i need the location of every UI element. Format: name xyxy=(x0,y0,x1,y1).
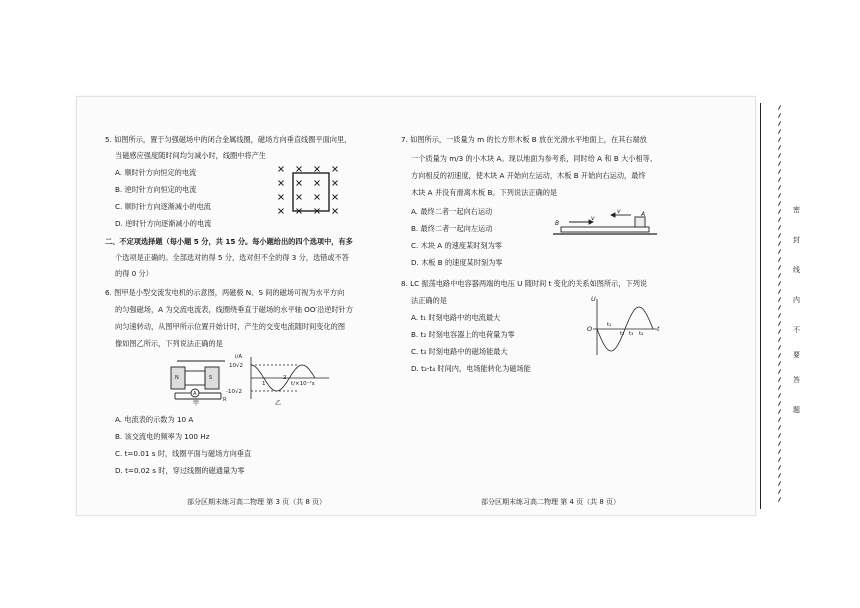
q8-line2: 法正确的是 xyxy=(411,296,447,305)
q7-fig-label-v-left: v xyxy=(617,208,621,215)
q6-graph-caption: 乙 xyxy=(275,400,282,407)
q8-graph-t1: t₁ xyxy=(607,322,612,328)
binding-dash xyxy=(778,209,781,214)
field-cross-mark xyxy=(279,181,284,186)
q7-option-c: C. 木块 A 的速度某时刻为零 xyxy=(411,241,502,250)
binding-dash xyxy=(778,153,781,158)
binding-dash xyxy=(778,233,781,238)
binding-label-char: 密 xyxy=(793,206,800,214)
binding-dash xyxy=(778,489,781,494)
binding-dash xyxy=(778,105,781,110)
field-cross-mark xyxy=(315,167,320,172)
q6-option-a: A. 电流表的示数为 10 A xyxy=(115,415,194,424)
svg-text:N: N xyxy=(175,375,179,381)
binding-dash xyxy=(778,169,781,174)
field-cross-mark xyxy=(333,167,338,172)
footer-left: 部分区期末练习高二物理 第 3 页（共 8 页） xyxy=(187,498,327,506)
q7-fig-label-b: B xyxy=(555,220,560,227)
binding-margin xyxy=(773,97,807,515)
q7-option-d: D. 木板 B 的速度某时刻为零 xyxy=(411,258,503,267)
q6-line2: 的匀强磁场，A 为交流电流表，线圈绕垂直于磁场的水平轴 OO′沿逆时针方 xyxy=(115,305,354,314)
q6-graph-ylabel: i/A xyxy=(235,354,243,360)
binding-label-char: 题 xyxy=(793,406,800,414)
q6-graph-ypos: 10√2 xyxy=(229,363,244,369)
binding-dash xyxy=(778,177,781,182)
binding-dash xyxy=(778,129,781,134)
section2-line3: 的得 0 分） xyxy=(115,269,153,278)
q7-line3: 方向相反的初速度，使木块 A 开始向左运动，木板 B 开始向右运动，最终 xyxy=(411,171,646,180)
q6-generator-figure xyxy=(165,355,235,403)
binding-dash xyxy=(778,457,781,462)
q8-line1: 8. LC 振荡电路中电容器两端的电压 U 随时间 t 变化的关系如图所示，下列说 xyxy=(401,279,648,288)
svg-text:S: S xyxy=(209,375,213,381)
binding-dash xyxy=(778,361,781,366)
q8-graph-t3: t₃ xyxy=(629,331,634,337)
binding-label-char: 答 xyxy=(793,376,800,384)
q6-fig-jia-caption: 甲 xyxy=(193,400,200,407)
q6-graph-xlabel: t/×10⁻²s xyxy=(291,381,315,387)
q5-option-a: A. 顺时针方向恒定的电流 xyxy=(115,168,197,177)
q8-option-d: D. t₃-t₄ 时间内，电场能转化为磁场能 xyxy=(411,364,531,373)
q6-graph-x1: 1 xyxy=(262,381,266,387)
binding-dash xyxy=(778,281,781,286)
binding-dash xyxy=(778,433,781,438)
q6-line3: 向匀速转动，从图甲所示位置开始计时，产生的交变电流随时间变化的图 xyxy=(115,322,346,331)
binding-dash xyxy=(778,497,781,502)
binding-dash-pattern xyxy=(773,97,787,515)
binding-dash xyxy=(778,241,781,246)
field-cross-mark xyxy=(333,181,338,186)
binding-dash xyxy=(778,313,781,318)
q7-option-a: A. 最终二者一起向右运动 xyxy=(411,207,493,216)
q6-graph-yneg: -10√2 xyxy=(226,389,242,395)
binding-dash xyxy=(778,449,781,454)
binding-dash xyxy=(778,137,781,142)
binding-label-char: 封 xyxy=(793,236,800,244)
field-cross-mark xyxy=(297,181,302,186)
q7-line2: 一个质量为 m/3 的小木块 A。现以地面为参考系，同时给 A 和 B 大小相等、 xyxy=(411,154,658,163)
q7-line4: 木块 A 并没有滑离木板 B。下列说法正确的是 xyxy=(411,188,558,197)
binding-dash xyxy=(778,185,781,190)
binding-dash xyxy=(778,385,781,390)
binding-label-char: 线 xyxy=(793,266,800,274)
binding-dash xyxy=(778,409,781,414)
binding-dash xyxy=(778,193,781,198)
binding-dash xyxy=(778,353,781,358)
q6-line1: 6. 图甲是小型交流发电机的示意图，两磁极 N、S 间的磁场可视为水平方向 xyxy=(105,288,345,297)
svg-text:A: A xyxy=(193,391,197,397)
q8-graph-t: t xyxy=(657,325,660,333)
binding-dash xyxy=(778,289,781,294)
q6-option-d: D. t=0.02 s 时，穿过线圈的磁通量为零 xyxy=(115,466,245,475)
binding-label-char: 要 xyxy=(793,351,800,359)
binding-dash xyxy=(778,273,781,278)
field-cross-mark xyxy=(279,167,284,172)
q7-option-b: B. 最终二者一起向左运动 xyxy=(411,224,493,233)
binding-dash xyxy=(778,257,781,262)
q7-fig-label-v-right: v xyxy=(591,215,595,222)
field-cross-mark xyxy=(297,167,302,172)
field-cross-mark xyxy=(333,195,338,200)
binding-dash xyxy=(778,265,781,270)
q5-field-figure xyxy=(273,165,351,225)
q7-line1: 7. 如图所示，一质量为 m 的长方形木板 B 放在光滑水平地面上，在其右端放 xyxy=(401,135,647,144)
binding-dash xyxy=(778,145,781,150)
binding-dash xyxy=(778,473,781,478)
q8-graph-o: O xyxy=(587,325,593,333)
binding-dash xyxy=(778,161,781,166)
q6-option-b: B. 该交流电的频率为 100 Hz xyxy=(115,432,210,441)
section2-line1: 二、不定项选择题（每小题 5 分，共 15 分。每小题给出的四个选项中，有多 xyxy=(105,237,353,246)
q8-option-c: C. t₃ 时刻电路中的磁场能最大 xyxy=(411,347,508,356)
q6-line4: 像如图乙所示，下列说法正确的是 xyxy=(115,339,223,348)
binding-dash xyxy=(778,217,781,222)
q8-voltage-graph xyxy=(589,297,659,357)
q5-option-b: B. 逆时针方向恒定的电流 xyxy=(115,185,197,194)
section2-line2: 个选项是正确的。全部选对的得 5 分，选对但不全的得 3 分，选错或不答 xyxy=(115,253,349,262)
q8-graph-t4: t₄ xyxy=(639,331,644,337)
binding-dash xyxy=(778,113,781,118)
binding-dash xyxy=(778,393,781,398)
field-cross-mark xyxy=(315,195,320,200)
binding-label-char: 内 xyxy=(793,296,800,304)
field-cross-mark xyxy=(297,195,302,200)
field-cross-mark xyxy=(279,195,284,200)
binding-dash xyxy=(778,225,781,230)
q7-fig-label-a: A xyxy=(641,211,646,218)
binding-dash xyxy=(778,465,781,470)
binding-dash xyxy=(778,121,781,126)
binding-label-char: 不 xyxy=(793,326,800,334)
q5-stem-line2: 当磁感应强度随时间均匀减小时，线圈中将产生 xyxy=(115,151,266,160)
q8-graph-t2: t₂ xyxy=(620,331,625,337)
svg-text:R: R xyxy=(223,397,227,403)
q6-option-c: C. t=0.01 s 时，线圈平面与磁场方向垂直 xyxy=(115,449,252,458)
binding-dash xyxy=(778,297,781,302)
exam-sheet xyxy=(76,96,800,516)
field-cross-mark xyxy=(279,209,284,214)
binding-dash xyxy=(778,377,781,382)
field-cross-mark xyxy=(315,181,320,186)
binding-dash xyxy=(778,441,781,446)
binding-dash xyxy=(778,369,781,374)
binding-dash xyxy=(778,417,781,422)
q8-graph-u: U xyxy=(591,295,596,303)
q5-option-c: C. 顺时针方向逐渐减小的电流 xyxy=(115,202,211,211)
q6-graph-x2: 2 xyxy=(283,375,287,381)
binding-labels xyxy=(793,97,805,515)
binding-dash xyxy=(778,249,781,254)
q8-option-b: B. t₂ 时刻电容器上的电荷量为零 xyxy=(411,330,515,339)
q8-option-a: A. t₁ 时刻电路中的电流最大 xyxy=(411,313,501,322)
binding-dash xyxy=(778,329,781,334)
binding-divider xyxy=(760,103,761,509)
binding-dash xyxy=(778,305,781,310)
binding-dash xyxy=(778,337,781,342)
footer-right: 部分区期末练习高二物理 第 4 页（共 8 页） xyxy=(481,498,621,506)
binding-dash xyxy=(778,321,781,326)
binding-dash xyxy=(778,345,781,350)
binding-dash xyxy=(778,401,781,406)
q5-stem-line1: 5. 如图所示，置于匀强磁场中的闭合金属线圈，磁场方向垂直线圈平面向里， xyxy=(105,135,352,144)
q5-option-d: D. 逆时针方向逐渐减小的电流 xyxy=(115,219,212,228)
binding-dash xyxy=(778,425,781,430)
binding-dash xyxy=(778,201,781,206)
binding-dash xyxy=(778,481,781,486)
field-cross-mark xyxy=(333,209,338,214)
